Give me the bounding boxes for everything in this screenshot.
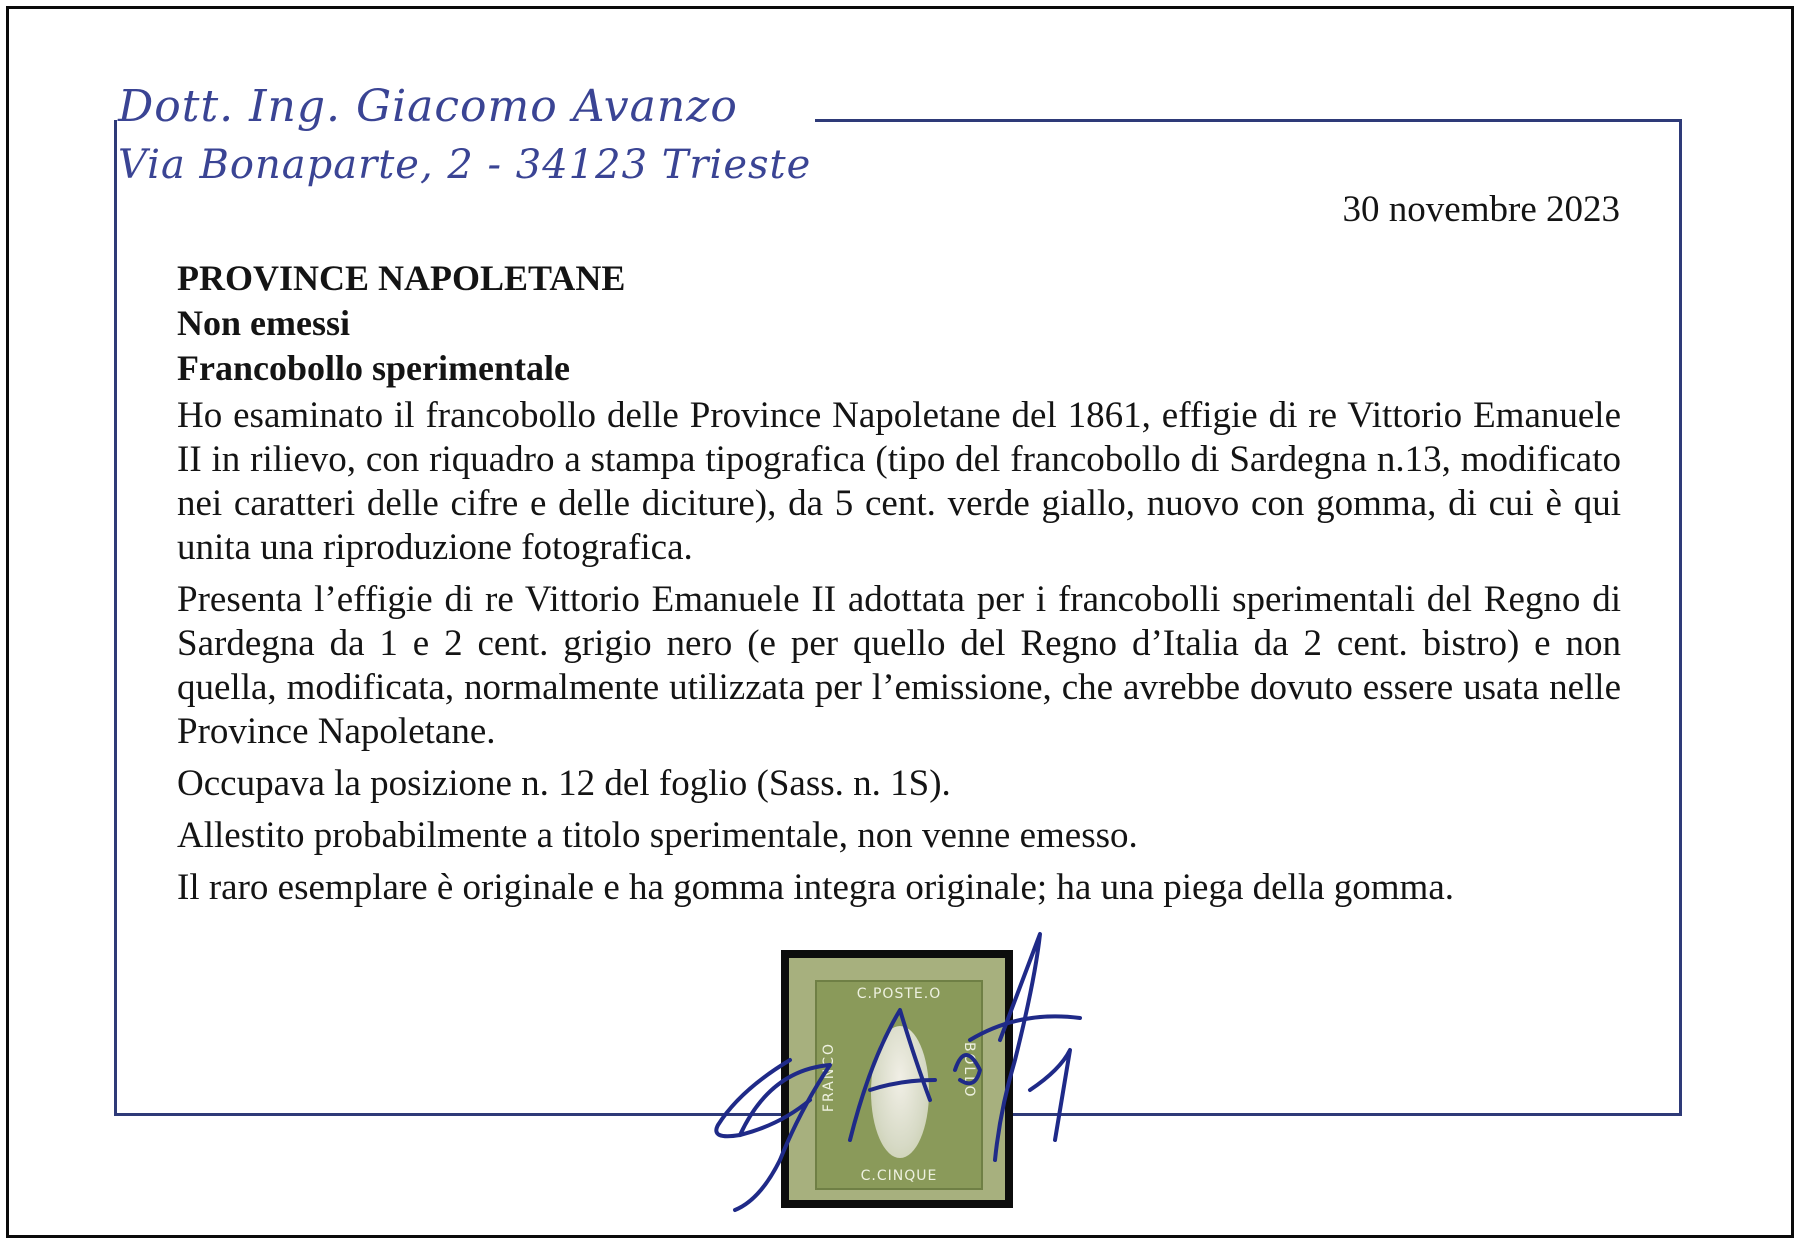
paragraph-status: Allestito probabilmente a titolo sperimentale, non venne emesso.	[177, 815, 1138, 856]
paragraph-position: Occupava la posizione n. 12 del foglio (Sass. n. 1S).	[177, 763, 951, 804]
stamp-effigy	[871, 1026, 929, 1158]
letterhead-name: Dott. Ing. Giacomo Avanzo	[118, 81, 738, 132]
heading-type: Francobollo sperimentale	[177, 348, 570, 388]
paragraph-conclusion: Il raro esemplare è originale e ha gomma integra originale; ha una piega della gomma.	[177, 867, 1455, 908]
stamp-paper	[789, 958, 1005, 1200]
stamp-design	[815, 980, 983, 1190]
heading-region: PROVINCE NAPOLETANE	[177, 258, 626, 298]
paragraph-effigy: Presenta l’effigie di re Vittorio Emanuele II adottata per i francobolli sperimentali del Regno di Sardegna da 1 e 2 cent. grigio nero (e per quello del Regno d’Italia da 2 cent. bistro) e non quella, modificata, normalmente utilizzata per l’emissione, che avrebbe dovuto essere usata nelle Province Napoletane.	[177, 579, 1621, 752]
stamp-bottom-text: C.CINQUE	[860, 1168, 938, 1184]
stamp-top-text: C.POSTE.O	[856, 986, 942, 1002]
letterhead-address: Via Bonaparte, 2 - 34123 Trieste	[118, 142, 812, 188]
stamp-right-text: BOLLO	[961, 1042, 977, 1099]
heading-category: Non emessi	[177, 303, 350, 343]
certificate-body	[177, 256, 1621, 918]
certificate-date: 30 novembre 2023	[1342, 189, 1620, 230]
paragraph-examination: Ho esaminato il francobollo delle Province Napoletane del 1861, effigie di re Vittorio Emanuele II in rilievo, con riquadro a stampa tipografica (tipo del francobollo di Sardegna n.13, modificato nei caratteri delle cifre e delle diciture), da 5 cent. verde giallo, nuovo con gomma, di cui è qui unita una riproduzione fotografica.	[177, 395, 1621, 568]
stamp-photo	[781, 950, 1013, 1208]
letterhead	[118, 78, 811, 194]
frame-top-line	[815, 119, 1682, 122]
stamp-left-text: FRANCO	[821, 1042, 837, 1113]
